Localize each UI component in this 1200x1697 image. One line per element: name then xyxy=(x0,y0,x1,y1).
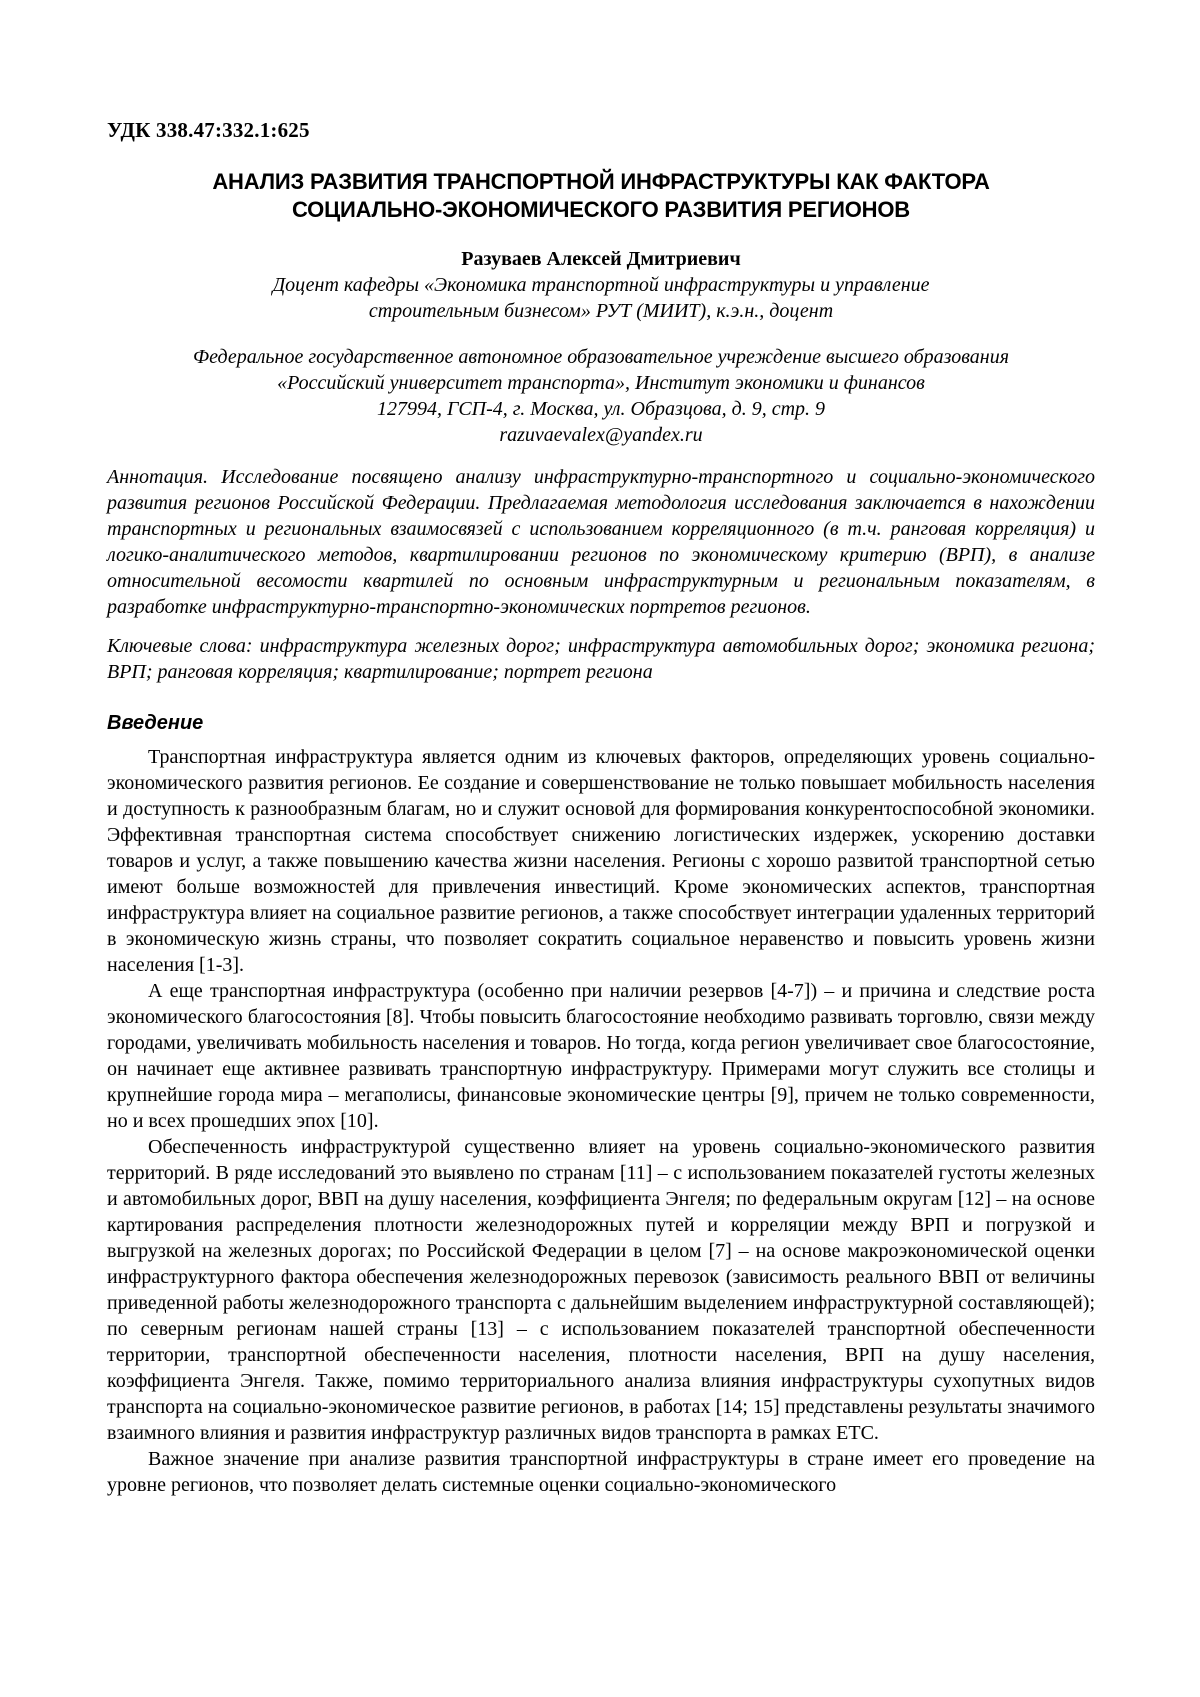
body-paragraph-1: Транспортная инфраструктура является одним из ключевых факторов, определяющих уровень социально-экономического развития регионов. Ее создание и совершенствование не только повышает мобильность населения и доступность к разнообразным благам, но и служит основой для формирования конкурентоспособной экономики. Эффективная транспортная система способствует снижению логистических издержек, ускорению доставки товаров и услуг, а также повышению качества жизни населения. Регионы с хорошо развитой транспортной сетью имеют больше возможностей для привлечения инвестиций. Кроме экономических аспектов, транспортная инфраструктура влияет на социальное развитие регионов, а также способствует интеграции удаленных территорий в экономическую жизнь страны, что позволяет сократить социальное неравенство и повысить уровень жизни населения [1-3]. xyxy=(107,746,1095,976)
affiliation-block xyxy=(107,344,1095,448)
affiliation-line-1: Федеральное государственное автономное образовательное учреждение высшего образования xyxy=(193,346,1009,368)
affiliation-address: 127994, ГСП-4, г. Москва, ул. Образцова, д. 9, стр. 9 xyxy=(376,398,826,420)
udc-code: УДК 338.47:332.1:625 xyxy=(107,118,310,142)
author-email: razuvaevalex@yandex.ru xyxy=(499,424,703,446)
author-position-line-2: строительным бизнесом» РУТ (МИИТ), к.э.н., доцент xyxy=(368,300,834,322)
body-paragraph-2: А еще транспортная инфраструктура (особенно при наличии резервов [4-7]) – и причина и следствие роста экономического благосостояния [8]. Чтобы повысить благосостояние необходимо развивать торговлю, связи между городами, увеличивать мобильность населения и товаров. Но тогда, когда регион увеличивает свое благосостояние, он начинает еще активнее развивать транспортную инфраструктуру. Примерами могут служить все столицы и крупнейшие города мира – мегаполисы, финансовые экономические центры [9], причем не только современности, но и всех прошедших эпох [10]. xyxy=(107,980,1095,1132)
abstract-paragraph: Аннотация. Исследование посвящено анализу инфраструктурно-транспортного и социально-экономического развития регионов Российской Федерации. Предлагаемая методология исследования заключается в нахождении транспортных и региональных взаимосвязей с использованием корреляционного (в т.ч. ранговая корреляция) и логико-аналитического методов, квартилировании регионов по экономическому критерию (ВРП), в анализе относительной весомости квартилей по основным инфраструктурным и региональным показателям, в разработке инфраструктурно-транспортно-экономических портретов регионов. xyxy=(107,466,1095,618)
affiliation-line-2: «Российский университет транспорта», Институт экономики и финансов xyxy=(277,372,925,394)
section-heading-introduction: Введение xyxy=(107,712,204,734)
paper-title-line-1: АНАЛИЗ РАЗВИТИЯ ТРАНСПОРТНОЙ ИНФРАСТРУКТУРЫ КАК ФАКТОРА xyxy=(212,169,990,194)
keywords-paragraph: Ключевые слова: инфраструктура железных дорог; инфраструктура автомобильных дорог; экономика региона; ВРП; ранговая корреляция; квартилирование; портрет региона xyxy=(107,635,1095,683)
author-position xyxy=(107,272,1095,324)
author-position-line-1: Доцент кафедры «Экономика транспортной инфраструктуры и управление xyxy=(272,274,930,296)
paper-title-line-2: СОЦИАЛЬНО-ЭКОНОМИЧЕСКОГО РАЗВИТИЯ РЕГИОНОВ xyxy=(292,197,910,222)
author-name: Разуваев Алексей Дмитриевич xyxy=(461,248,741,270)
paper-title xyxy=(107,168,1095,224)
introduction-body xyxy=(107,744,1095,1498)
body-paragraph-4: Важное значение при анализе развития транспортной инфраструктуры в стране имеет его проведение на уровне регионов, что позволяет делать системные оценки социально-экономического xyxy=(107,1448,1095,1496)
body-paragraph-3: Обеспеченность инфраструктурой существенно влияет на уровень социально-экономического развития территорий. В ряде исследований это выявлено по странам [11] – с использованием показателей густоты железных и автомобильных дорог, ВВП на душу населения, коэффициента Энгеля; по федеральным округам [12] – на основе картирования распределения плотности железнодорожных путей и корреляции между ВРП и погрузкой и выгрузкой на железных дорогах; по Российской Федерации в целом [7] – на основе макроэкономической оценки инфраструктурного фактора обеспечения железнодорожных перевозок (зависимость реального ВВП от величины приведенной работы железнодорожного транспорта с дальнейшим выделением инфраструктурной составляющей); по северным регионам нашей страны [13] – с использованием показателей транспортной обеспеченности территории, транспортной обеспеченности населения, плотности населения, ВРП на душу населения, коэффициента Энгеля. Также, помимо территориального анализа влияния инфраструктуры сухопутных видов транспорта на социально-экономическое развитие регионов, в работах [14; 15] представлены результаты значимого взаимного влияния и развития инфраструктур различных видов транспорта в рамках ЕТС. xyxy=(107,1136,1095,1444)
